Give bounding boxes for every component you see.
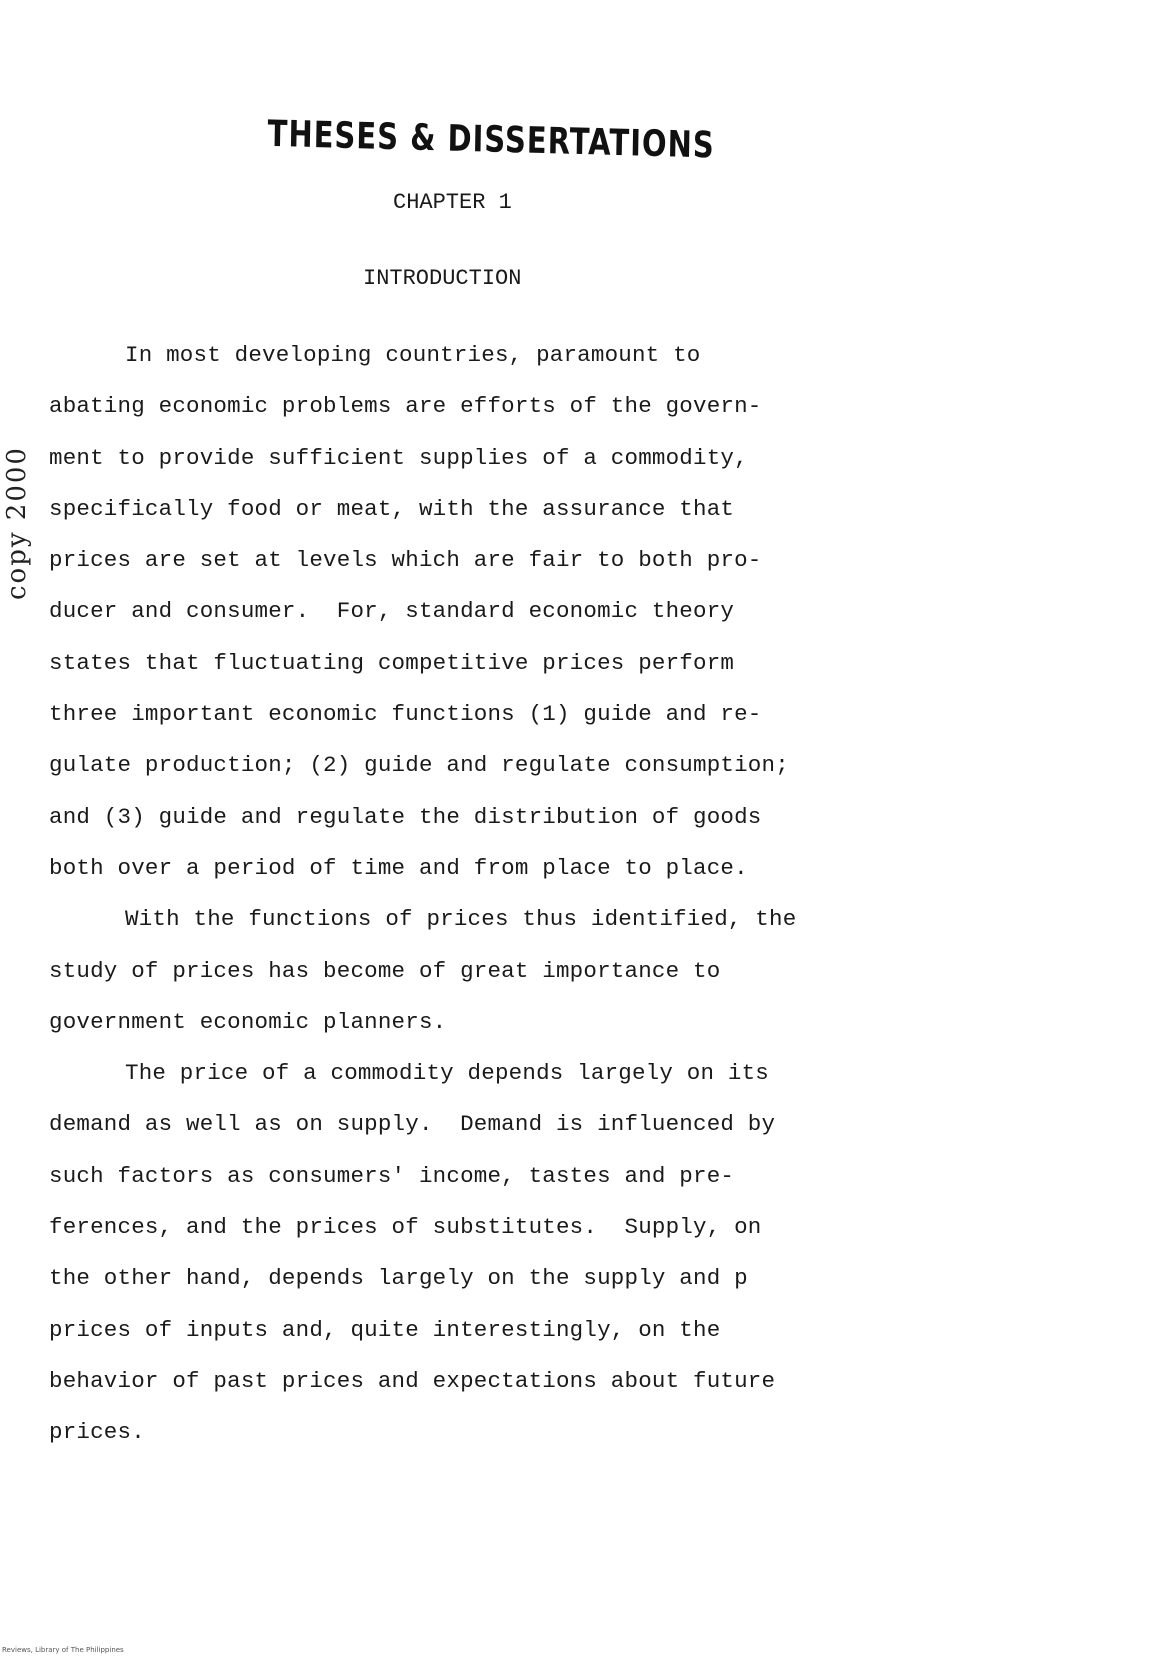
chapter-label: CHAPTER 1 — [393, 190, 512, 215]
text-line: The price of a commodity depends largely on its — [125, 1060, 770, 1087]
text-line: government economic planners. — [49, 1008, 447, 1035]
text-line: study of prices has become of great importance to — [49, 957, 721, 984]
footer-text: Reviews, Library of The Philippines — [2, 1646, 124, 1654]
theses-dissertations-stamp: THESES & DISSERTATIONS — [267, 112, 716, 167]
text-line: prices of inputs and, quite interestingly, on the — [49, 1316, 721, 1343]
text-line: the other hand, depends largely on the supply and p — [49, 1265, 748, 1292]
text-line: prices. — [49, 1419, 145, 1446]
text-line: and (3) guide and regulate the distribution of goods — [49, 803, 762, 830]
text-line: states that fluctuating competitive prices perform — [49, 649, 735, 676]
handwritten-margin-note: copy 2000 — [2, 446, 32, 600]
text-line: both over a period of time and from place to place. — [49, 854, 748, 881]
text-line: abating economic problems are efforts of the govern- — [49, 393, 762, 420]
text-line: prices are set at levels which are fair to both pro- — [49, 547, 762, 574]
page-title: INTRODUCTION — [363, 266, 522, 291]
text-line: such factors as consumers' income, tastes and pre- — [49, 1162, 735, 1189]
text-line: behavior of past prices and expectations about future — [49, 1367, 776, 1394]
text-line: three important economic functions (1) guide and re- — [49, 701, 762, 728]
body-text — [49, 340, 929, 1469]
text-line: ferences, and the prices of substitutes. Supply, on — [49, 1214, 762, 1241]
text-line: demand as well as on supply. Demand is influenced by — [49, 1111, 776, 1138]
text-line: ment to provide sufficient supplies of a commodity, — [49, 444, 748, 471]
text-line: specifically food or meat, with the assurance that — [49, 495, 735, 522]
text-line: ducer and consumer. For, standard economic theory — [49, 598, 735, 625]
text-line: gulate production; (2) guide and regulate consumption; — [49, 752, 789, 779]
text-line: With the functions of prices thus identified, the — [125, 906, 797, 933]
text-line: In most developing countries, paramount to — [125, 342, 701, 368]
